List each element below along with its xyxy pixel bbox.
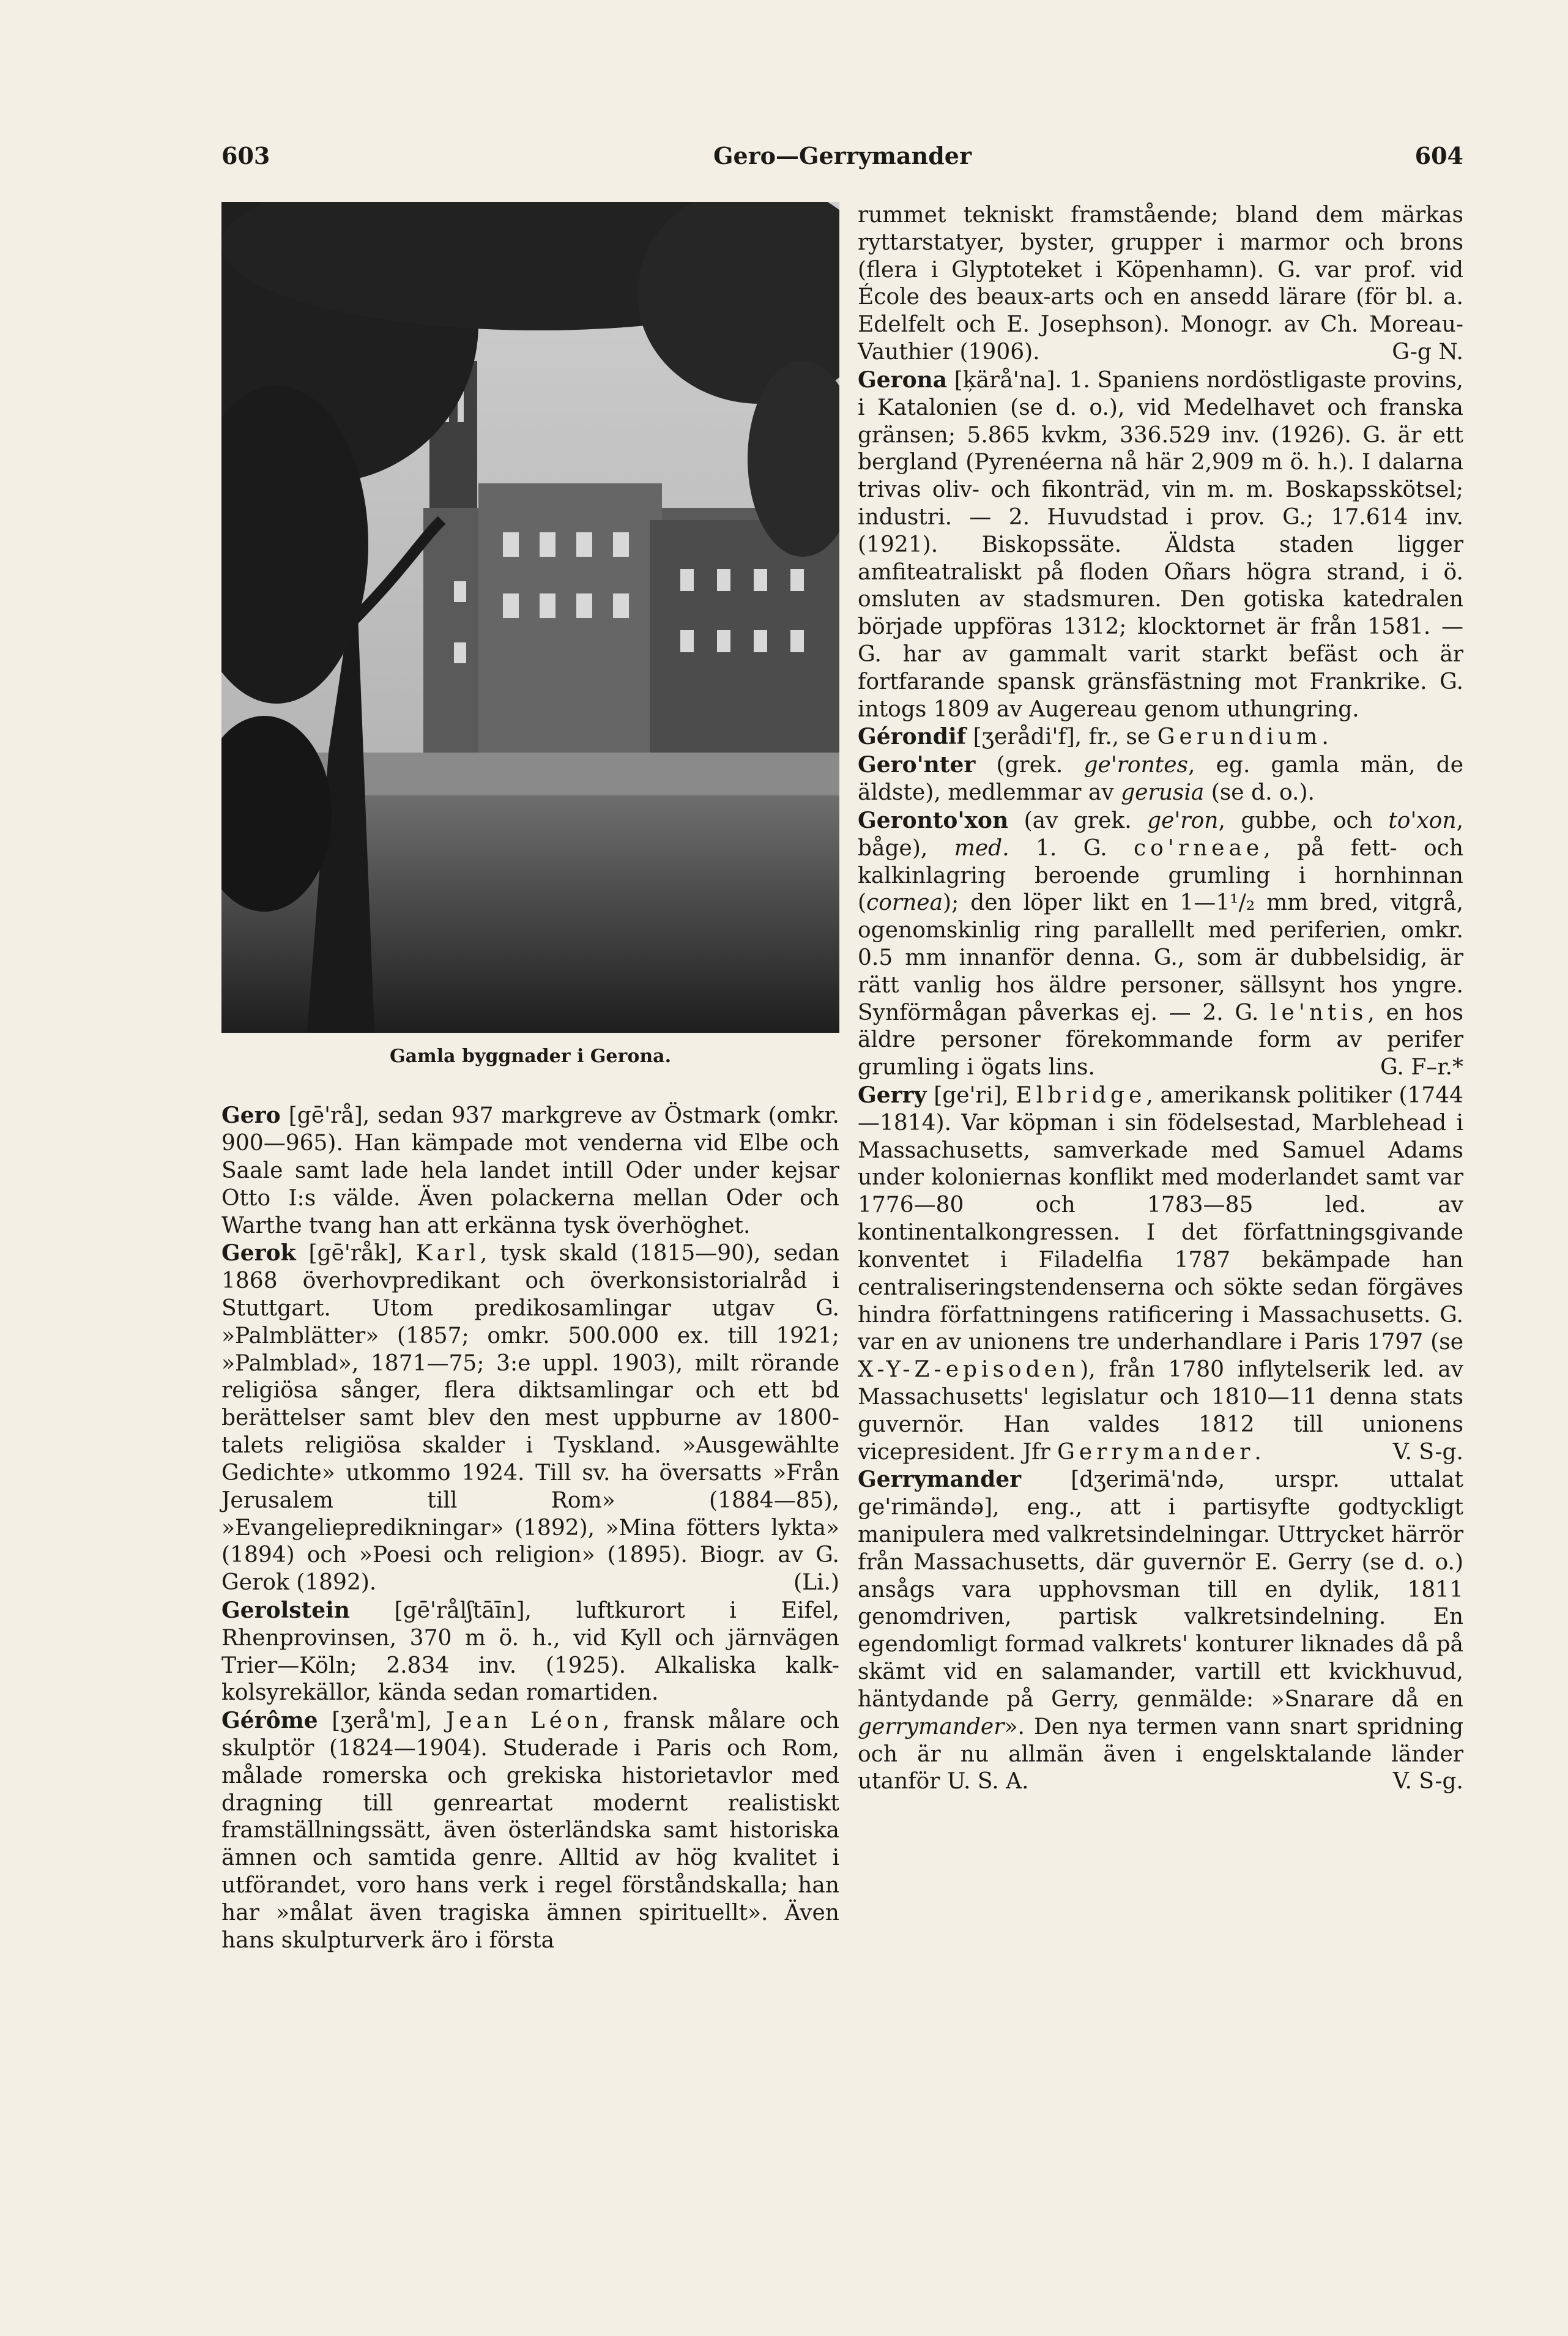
entry-text: [ķärå'na]. 1. Spaniens nordöstligaste provins, i Katalonien (se d. o.), vid Medelhavet och franska gränsen; 5.865 kvkm, 336.529 inv. (1926). G. är ett bergland (Pyrenéerna nå här 2,909 m ö. h.). I dalarna trivas oliv- och fikonträd, vin m. m. Boskapsskötsel; industri. — 2. Huvudstad i prov. G.; 17.614 inv. (1921). Biskopssäte. Äldsta staden ligger amfiteatraliskt på floden Oñars högra strand, i ö. omsluten av stadsmuren. Den gotiska katedralen började uppföras 1312; klocktornet är från 1581. — G. har av gammalt varit starkt befäst och är fortfarande spansk gränsfästning mot Frankrike. G. intogs 1809 av Augereau genom uthungring. <box>858 367 1463 722</box>
headword: Geronto'xon <box>858 807 1009 833</box>
entry-text: , en hos äldre personer förekommande form av perifer grumling i ögats lins. <box>858 1000 1463 1081</box>
right-column <box>858 202 1463 1796</box>
entry-text: , på fett- och kalkinlagring beroende grumling i hornhinnan ( <box>858 835 1464 916</box>
author-signature: V. S-g. <box>1392 1439 1463 1465</box>
entry-text: ); den löper likt en 1—1¹/₂ mm bred, vitgrå, ogenomskinlig ring parallellt med periferien, omkr. 0.5 mm innanför denna. G., som är dubbelsidig, är rätt vanlig hos äldre personer, sällsynt hos yngre. Synförmågan påverkas ej. — 2. G. <box>858 890 1463 1025</box>
gerona-photo-image <box>221 202 839 1033</box>
page-number-right: 604 <box>1414 142 1463 169</box>
spaced-name: Jean Léon <box>445 1708 603 1734</box>
gerona-photo <box>221 202 839 1033</box>
entry-text: (av grek. <box>1008 808 1148 833</box>
photo-caption: Gamla byggnader i Gerona. <box>389 1046 672 1067</box>
entry-text: (se d. o.). <box>1204 780 1315 806</box>
headword: Gerry <box>858 1082 927 1108</box>
entry-text: [ʒerå'm], <box>318 1708 446 1734</box>
entry-text: . <box>1321 724 1329 750</box>
entry-gerry <box>858 1082 1463 1466</box>
headword: Gérondif <box>858 724 967 750</box>
page-number-left: 603 <box>221 142 270 169</box>
cross-reference: Gerundium <box>1157 724 1322 750</box>
entry-text: [gē'rå], sedan 937 markgreve av Östmark (omkr. 900—965). Han kämpade mot venderna vid Elbe och Saale samt lade hela landet intill Oder under kejsar Otto I:s välde. Även polackerna mellan Oder och Warthe tvang han att erkänna tysk överhöghet. <box>221 1103 839 1238</box>
headword: Gero <box>221 1103 281 1129</box>
headword: Gero'nter <box>858 752 976 778</box>
entry-gero <box>221 1102 839 1240</box>
cross-reference: Gerrymander <box>1057 1439 1255 1465</box>
entry-text: , eg. gamla män, de äldste), medlemmar av <box>858 753 1464 806</box>
entry-gerrymander <box>858 1466 1463 1796</box>
entry-text: , gubbe, och <box>1218 808 1389 833</box>
page-header <box>221 142 1463 179</box>
italic-term: gerrymander <box>858 1714 1005 1739</box>
entry-text: [gē'rålʃtāīn], luftkurort i Eifel, Rhenprovinsen, 370 m ö. h., vid Kyll och järnvägen Trier—Köln; 2.834 inv. (1925). Alkaliska kalk-kolsyrekällor, kända sedan romartiden. <box>221 1598 839 1706</box>
entry-gerondif <box>858 723 1463 751</box>
headword: Gerrymander <box>858 1467 1022 1493</box>
entry-text: [ge'ri], <box>926 1083 1016 1108</box>
entry-gerontoxon <box>858 807 1463 1082</box>
author-signature: G. F–r.* <box>1380 1055 1463 1081</box>
entry-gerome-continued <box>858 202 1463 366</box>
cross-reference: X-Y-Z-episoden <box>858 1357 1080 1383</box>
entry-text: (grek. <box>975 753 1084 778</box>
italic-term: ge'ron <box>1147 808 1219 833</box>
entry-text: rummet tekniskt framstående; bland dem märkas ryttarstatyer, byster, grupper i marmor och brons (flera i Glyptoteket i Köpenhamn). G. var prof. vid École des beaux-arts och en ansedd lärare (för bl. a. Edelfelt och E. Josephson). Monogr. av Ch. Moreau-Vauthier (1906). <box>858 203 1463 365</box>
italic-term: gerusia <box>1121 780 1205 806</box>
entry-text: , båge), <box>858 808 1463 861</box>
headword: Gerok <box>221 1240 296 1267</box>
entry-text: [ʒerådi'f], fr., se <box>966 724 1157 750</box>
running-head: Gero—Gerrymander <box>713 142 972 169</box>
headword: Gerona <box>858 366 948 393</box>
author-signature: G-g N. <box>1392 340 1463 365</box>
entry-gerolstein <box>221 1597 839 1707</box>
author-signature: (Li.) <box>793 1570 839 1596</box>
italic-term: cornea <box>866 890 943 916</box>
spaced-name: Elbridge <box>1016 1083 1146 1108</box>
spaced-term: le'ntis <box>1270 1000 1368 1025</box>
entry-text: ), från 1780 inflytelserik led. av Massachusetts' legislatur och 1810—11 denna stats guvernör. Han valdes 1812 till unionens vicepresident. Jfr <box>858 1357 1463 1465</box>
entry-gerok <box>221 1240 839 1597</box>
entry-text: ». Den nya termen vann snart spridning och är nu allmän även i engelsktalande länder utanför U. S. A. <box>858 1714 1463 1795</box>
author-signature: V. S-g. <box>1392 1769 1463 1795</box>
headword: Gerolstein <box>221 1597 350 1623</box>
entry-text: [dʒerimä'ndə, urspr. uttalat ge'rimändə], eng., att i partisyfte godtyckligt manipulera med valkretsindelningar. Uttrycket härrör från Massachusetts, där guvernör E. Gerry (se d. o.) ansågs vara upphovsman till en dylik, 1811 genomdriven, partisk valkretsindelning. En egendomligt formad valkrets' konturer liknades då på skämt vid en salamander, vartill ett kvickhuvud, häntydande på Gerry, genmälde: »Snarare då en <box>858 1467 1463 1712</box>
italic-term: ge'rontes <box>1083 753 1189 778</box>
spaced-term: co'rneae <box>1134 835 1264 861</box>
entry-gerome <box>221 1707 839 1954</box>
entry-geronter <box>858 751 1463 807</box>
entry-text: 1. G. <box>1009 835 1134 861</box>
entry-text: . <box>1254 1439 1261 1465</box>
spaced-name: Karl <box>415 1241 480 1267</box>
italic-term: med. <box>954 835 1009 861</box>
entry-gerona <box>858 366 1463 724</box>
entry-text: , amerikansk politiker (1744—1814). Var köpman i sin födelsestad, Marblehead i Massachusetts, samverkade med Samuel Adams under koloniernas konflikt med moderlandet samt var 1776—80 och 1783—85 led. av kontinentalkongressen. I det författningsgivande konventet i Filadelfia 1787 bekämpade han centraliseringstendenserna och sökte sedan förgäves hindra författningens ratificering i Massachusetts. G. var en av unionens tre underhandlare i Paris 1797 (se <box>858 1083 1464 1355</box>
entry-text: , fransk målare och skulptör (1824—1904). Studerade i Paris och Rom, målade romerska och grekiska historietavlor med dragning till genreartat modernt realistiskt framställningssätt, även österländska samt historiska ämnen och samtida genre. Alltid av hög kvalitet i utförandet, voro hans verk i regel förståndskalla; han har »målat även tragiska ämnen spirituellt». Även hans skulpturverk äro i första <box>221 1708 839 1953</box>
entry-text: , tysk skald (1815—90), sedan 1868 överhovpredikant och överkonsistorialråd i Stuttgart. Utom predikosamlingar utgav G. »Palmblätter» (1857; omkr. 500.000 ex. till 1921; »Palmblad», 1871—75; 3:e uppl. 1903), milt rörande religiösa sånger, flera diktsamlingar och ett bd berättelser samt blev den mest uppburne av 1800-talets religiösa skalder i Tyskland. »Ausgewählte Gedichte» utkommo 1924. Till sv. ha översatts »Från Jerusalem till Rom» (1884—85), »Evangeliepredikningar» (1892), »Mina fötters lykta» (1894) och »Poesi och religion» (1895). Biogr. av G. Gerok (1892). <box>221 1241 840 1596</box>
headword: Gérôme <box>221 1708 318 1734</box>
left-column <box>221 202 839 1955</box>
italic-term: to'xon <box>1388 808 1457 833</box>
entry-text: [gē'råk], <box>295 1241 416 1267</box>
